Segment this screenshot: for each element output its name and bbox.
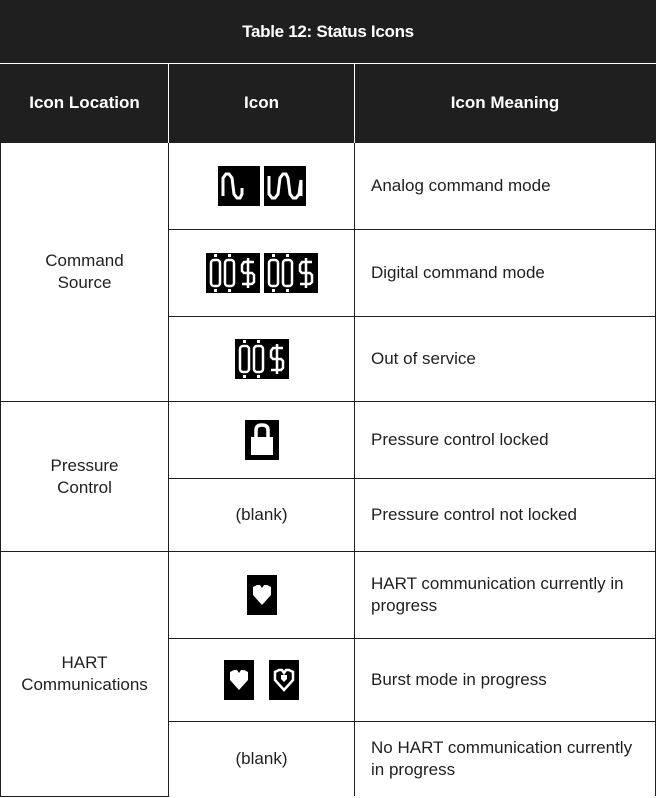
header-icon-location: Icon Location <box>1 64 169 143</box>
icon-blank: (blank) <box>169 722 355 797</box>
icon-cell <box>169 552 355 639</box>
table-row <box>1 143 656 230</box>
location-command-source <box>1 143 169 402</box>
meaning-out-of-service: Out of service <box>355 317 656 402</box>
icon-cell <box>169 230 355 317</box>
header-icon: Icon <box>169 64 355 143</box>
digital-oos-icon <box>206 253 260 293</box>
meaning-locked: Pressure control locked <box>355 402 656 479</box>
table-row <box>1 552 656 639</box>
burst-heart-filled-icon <box>224 660 254 700</box>
heart-icon <box>247 575 277 615</box>
meaning-hart-in-progress: HART communication currently in progress <box>355 552 656 639</box>
burst-heart-outline-icon <box>269 660 299 700</box>
meaning-burst-mode: Burst mode in progress <box>355 639 656 722</box>
analog-waveform-inverted-icon <box>264 166 306 206</box>
analog-waveform-icon <box>218 166 260 206</box>
icon-cell <box>169 317 355 402</box>
meaning-analog: Analog command mode <box>355 143 656 230</box>
meaning-no-hart: No HART communication currently in progress <box>355 722 656 797</box>
location-label: Pressure Control <box>50 455 119 497</box>
digital-oos-alt-icon <box>264 253 318 293</box>
icon-cell <box>169 639 355 722</box>
meaning-not-locked: Pressure control not locked <box>355 479 656 552</box>
table-row <box>1 402 656 479</box>
location-pressure-control <box>1 402 169 552</box>
meaning-digital: Digital command mode <box>355 230 656 317</box>
oos-icon <box>235 339 289 379</box>
location-hart-communications <box>1 552 169 797</box>
icon-cell <box>169 402 355 479</box>
location-label: Command Source <box>45 251 124 292</box>
lock-icon <box>245 420 279 460</box>
table-title: Table 12: Status Icons <box>1 1 656 64</box>
location-label: HART Communications <box>21 652 148 694</box>
icon-cell <box>169 143 355 230</box>
icon-blank: (blank) <box>169 479 355 552</box>
header-icon-meaning: Icon Meaning <box>355 64 656 143</box>
